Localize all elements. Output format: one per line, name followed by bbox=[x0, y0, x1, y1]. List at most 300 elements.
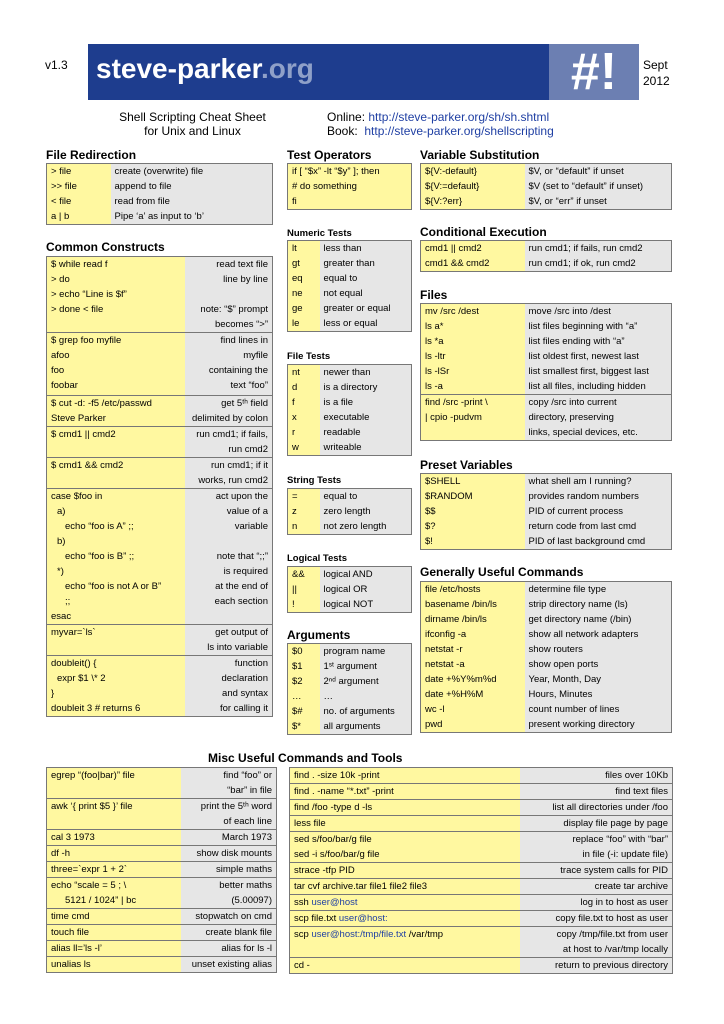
description-cell: greater or equal bbox=[320, 301, 412, 316]
command-cell: less file bbox=[290, 816, 520, 832]
table-row bbox=[288, 582, 412, 597]
description-cell: display file page by page bbox=[520, 816, 673, 832]
file-tests-table bbox=[287, 364, 412, 456]
description-cell bbox=[185, 287, 273, 302]
command-cell: case $foo in bbox=[47, 489, 185, 505]
command-cell: eq bbox=[288, 271, 320, 286]
command-cell: fi bbox=[288, 194, 412, 210]
description-cell: what shell am I running? bbox=[525, 474, 672, 490]
command-cell: $ cut -d: -f5 /etc/passwd bbox=[47, 396, 185, 412]
description-cell: function bbox=[185, 656, 273, 672]
command-cell: three=`expr 1 + 2` bbox=[47, 862, 181, 878]
table-row bbox=[288, 286, 412, 301]
command-cell: nt bbox=[288, 365, 320, 381]
command-cell bbox=[47, 783, 181, 799]
command-cell: ifconfig -a bbox=[421, 627, 525, 642]
table-row bbox=[47, 783, 277, 799]
table-row bbox=[288, 194, 412, 210]
command-cell: echo “foo is not A or B” bbox=[47, 579, 185, 594]
command-cell: $* bbox=[288, 719, 320, 735]
table-row bbox=[421, 319, 672, 334]
command-cell: f bbox=[288, 395, 320, 410]
command-cell: ls -ltr bbox=[421, 349, 525, 364]
table-row bbox=[290, 927, 673, 943]
command-cell: $ cmd1 && cmd2 bbox=[47, 458, 185, 474]
table-row bbox=[47, 925, 277, 941]
description-cell: PID of current process bbox=[525, 504, 672, 519]
command-cell: doubleit() { bbox=[47, 656, 185, 672]
command-cell: $! bbox=[421, 534, 525, 550]
table-row bbox=[47, 473, 273, 489]
command-cell: d bbox=[288, 380, 320, 395]
table-row bbox=[421, 534, 672, 550]
command-cell: wc -l bbox=[421, 702, 525, 717]
command-cell: $RANDOM bbox=[421, 489, 525, 504]
table-row bbox=[47, 209, 273, 225]
command-cell: w bbox=[288, 440, 320, 456]
description-cell: logical NOT bbox=[320, 597, 412, 613]
table-row bbox=[47, 317, 273, 333]
table-row bbox=[421, 304, 672, 320]
table-row bbox=[47, 594, 273, 609]
section-title: Variable Substitution bbox=[420, 148, 540, 162]
command-cell: tar cvf archive.tar file1 file2 file3 bbox=[290, 879, 520, 895]
command-cell: cmd1 || cmd2 bbox=[421, 241, 525, 257]
description-cell: Pipe ‘a’ as input to ‘b’ bbox=[111, 209, 273, 225]
table-row bbox=[421, 489, 672, 504]
section-title: Common Constructs bbox=[46, 240, 165, 254]
table-row bbox=[421, 241, 672, 257]
table-row bbox=[288, 271, 412, 286]
table-row bbox=[47, 957, 277, 973]
command-cell bbox=[47, 640, 185, 656]
brand-logo: steve-parker.org bbox=[96, 53, 314, 84]
table-row bbox=[47, 442, 273, 458]
book-link-line: Book: http://steve-parker.org/shellscripting bbox=[327, 124, 554, 138]
table-row bbox=[290, 768, 673, 784]
table-row bbox=[421, 597, 672, 612]
command-cell: ${V:=default} bbox=[421, 179, 525, 194]
command-cell: netstat -a bbox=[421, 657, 525, 672]
description-cell: less than bbox=[320, 241, 412, 257]
description-cell: each section bbox=[185, 594, 273, 609]
description-cell: count number of lines bbox=[525, 702, 672, 717]
section-title: Arguments bbox=[287, 628, 351, 642]
command-cell: r bbox=[288, 425, 320, 440]
command-cell: ls a* bbox=[421, 319, 525, 334]
command-cell: x bbox=[288, 410, 320, 425]
description-cell: in file (-i: update file) bbox=[520, 847, 673, 863]
table-row bbox=[290, 832, 673, 848]
online-link-line: Online: http://steve-parker.org/sh/sh.shtml bbox=[327, 110, 550, 124]
table-row bbox=[421, 702, 672, 717]
description-cell: variable bbox=[185, 519, 273, 534]
table-row bbox=[290, 879, 673, 895]
description-cell: append to file bbox=[111, 179, 273, 194]
table-row bbox=[288, 504, 412, 519]
description-cell: show disk mounts bbox=[181, 846, 277, 862]
table-row bbox=[288, 425, 412, 440]
section-title: String Tests bbox=[287, 475, 342, 486]
command-cell: esac bbox=[47, 609, 185, 625]
command-cell: > echo “Line is $f” bbox=[47, 287, 185, 302]
table-row bbox=[288, 567, 412, 583]
description-cell: show open ports bbox=[525, 657, 672, 672]
section-title: Files bbox=[420, 288, 448, 302]
command-cell: >> file bbox=[47, 179, 111, 194]
command-cell: 5121 / 1024” | bc bbox=[47, 893, 181, 909]
description-cell: alias for ls -l bbox=[181, 941, 277, 957]
command-cell: ls -a bbox=[421, 379, 525, 395]
table-row bbox=[421, 349, 672, 364]
description-cell: $V (set to “default” if unset) bbox=[525, 179, 672, 194]
command-cell: ${V:-default} bbox=[421, 164, 525, 180]
description-cell: unset existing alias bbox=[181, 957, 277, 973]
description-cell: PID of last background cmd bbox=[525, 534, 672, 550]
description-cell: (5.00097) bbox=[181, 893, 277, 909]
command-cell: date +%Y%m%d bbox=[421, 672, 525, 687]
table-row bbox=[47, 814, 277, 830]
table-row bbox=[47, 534, 273, 549]
command-cell: … bbox=[288, 689, 320, 704]
description-cell: return code from last cmd bbox=[525, 519, 672, 534]
description-cell: run cmd2 bbox=[185, 442, 273, 458]
command-cell: cal 3 1973 bbox=[47, 830, 181, 846]
table-row bbox=[421, 179, 672, 194]
table-row bbox=[421, 504, 672, 519]
section-title: Preset Variables bbox=[420, 458, 513, 472]
table-row bbox=[288, 301, 412, 316]
description-cell: zero length bbox=[320, 504, 412, 519]
description-cell: files over 10Kb bbox=[520, 768, 673, 784]
table-row bbox=[421, 334, 672, 349]
table-row bbox=[288, 689, 412, 704]
table-row bbox=[47, 489, 273, 505]
command-cell: | cpio -pudvm bbox=[421, 410, 525, 425]
description-cell: return to previous directory bbox=[520, 958, 673, 974]
command-cell: scp user@host:/tmp/file.txt /var/tmp bbox=[290, 927, 520, 943]
table-row bbox=[288, 440, 412, 456]
table-row bbox=[288, 179, 412, 194]
section-title: Logical Tests bbox=[287, 553, 348, 564]
command-cell: gt bbox=[288, 256, 320, 271]
table-row bbox=[47, 287, 273, 302]
command-cell: find /src -print \ bbox=[421, 395, 525, 411]
command-cell: time cmd bbox=[47, 909, 181, 925]
description-cell: Year, Month, Day bbox=[525, 672, 672, 687]
table-row bbox=[288, 410, 412, 425]
table-row bbox=[47, 625, 273, 641]
table-row bbox=[47, 564, 273, 579]
command-cell: if [ “$x” -lt “$y” ]; then bbox=[288, 164, 412, 180]
book-link[interactable]: http://steve-parker.org/shellscripting bbox=[364, 124, 554, 138]
string-tests-table bbox=[287, 488, 412, 535]
command-cell: foobar bbox=[47, 378, 185, 393]
description-cell: line by line bbox=[185, 272, 273, 287]
table-row bbox=[290, 958, 673, 974]
description-cell: value of a bbox=[185, 504, 273, 519]
command-cell: cmd1 && cmd2 bbox=[421, 256, 525, 272]
table-row bbox=[47, 656, 273, 672]
table-row bbox=[47, 427, 273, 443]
table-row bbox=[288, 365, 412, 381]
table-row bbox=[47, 701, 273, 717]
description-cell: move /src into /dest bbox=[525, 304, 672, 320]
section-title: Test Operators bbox=[287, 148, 372, 162]
command-cell: echo “foo is B” ;; bbox=[47, 549, 185, 564]
command-cell: z bbox=[288, 504, 320, 519]
test-operators-table bbox=[287, 163, 412, 210]
command-cell: Steve Parker bbox=[47, 411, 185, 427]
table-row bbox=[288, 704, 412, 719]
description-cell: run cmd1; if fails, run cmd2 bbox=[525, 241, 672, 257]
table-row bbox=[47, 396, 273, 412]
command-cell: echo “foo is A” ;; bbox=[47, 519, 185, 534]
description-cell: no. of arguments bbox=[320, 704, 412, 719]
table-row bbox=[288, 380, 412, 395]
command-cell: } bbox=[47, 686, 185, 701]
table-row bbox=[47, 194, 273, 209]
description-cell: writeable bbox=[320, 440, 412, 456]
description-cell: find text files bbox=[520, 784, 673, 800]
table-row bbox=[421, 672, 672, 687]
command-cell: sed s/foo/bar/g file bbox=[290, 832, 520, 848]
command-cell: unalias ls bbox=[47, 957, 181, 973]
command-cell: || bbox=[288, 582, 320, 597]
table-row bbox=[47, 579, 273, 594]
description-cell: readable bbox=[320, 425, 412, 440]
description-cell: note that “;;” bbox=[185, 549, 273, 564]
description-cell: copy file.txt to host as user bbox=[520, 911, 673, 927]
command-cell: touch file bbox=[47, 925, 181, 941]
description-cell: works, run cmd2 bbox=[185, 473, 273, 489]
table-row bbox=[47, 411, 273, 427]
command-cell: ls -lSr bbox=[421, 364, 525, 379]
arguments-table bbox=[287, 643, 412, 735]
command-cell: $ cmd1 || cmd2 bbox=[47, 427, 185, 443]
table-row bbox=[288, 395, 412, 410]
command-cell: ! bbox=[288, 597, 320, 613]
preset-variables-table bbox=[420, 473, 672, 550]
command-cell: ssh user@host bbox=[290, 895, 520, 911]
command-cell: ne bbox=[288, 286, 320, 301]
command-cell: $# bbox=[288, 704, 320, 719]
table-row bbox=[288, 316, 412, 332]
table-row bbox=[290, 784, 673, 800]
table-row bbox=[290, 800, 673, 816]
description-cell: not zero length bbox=[320, 519, 412, 535]
description-cell: run cmd1; if fails, bbox=[185, 427, 273, 443]
description-cell: program name bbox=[320, 644, 412, 660]
section-title: File Tests bbox=[287, 351, 331, 362]
table-row bbox=[421, 256, 672, 272]
description-cell: for calling it bbox=[185, 701, 273, 717]
command-cell: foo bbox=[47, 363, 185, 378]
description-cell: all arguments bbox=[320, 719, 412, 735]
description-cell: executable bbox=[320, 410, 412, 425]
table-row bbox=[47, 909, 277, 925]
table-row bbox=[288, 164, 412, 180]
description-cell: logical AND bbox=[320, 567, 412, 583]
table-row bbox=[288, 644, 412, 660]
table-row bbox=[290, 942, 673, 958]
online-link[interactable]: http://steve-parker.org/sh/sh.shtml bbox=[368, 110, 550, 124]
description-cell: run cmd1; if it bbox=[185, 458, 273, 474]
table-row bbox=[47, 609, 273, 625]
table-row bbox=[421, 627, 672, 642]
description-cell: find lines in bbox=[185, 333, 273, 349]
section-title: File Redirection bbox=[46, 148, 137, 162]
file-redirection-table bbox=[46, 163, 273, 225]
description-cell: links, special devices, etc. bbox=[525, 425, 672, 441]
description-cell: containing the bbox=[185, 363, 273, 378]
section-title: Numeric Tests bbox=[287, 228, 352, 239]
description-cell: log in to host as user bbox=[520, 895, 673, 911]
table-row bbox=[290, 911, 673, 927]
description-cell: at host to /var/tmp locally bbox=[520, 942, 673, 958]
description-cell: list all directories under /foo bbox=[520, 800, 673, 816]
table-row bbox=[47, 333, 273, 349]
command-cell: > do bbox=[47, 272, 185, 287]
table-row bbox=[421, 395, 672, 411]
description-cell: strip directory name (ls) bbox=[525, 597, 672, 612]
misc-left-table bbox=[46, 767, 277, 973]
table-row bbox=[421, 410, 672, 425]
description-cell: copy /tmp/file.txt from user bbox=[520, 927, 673, 943]
table-row bbox=[47, 164, 273, 180]
table-row bbox=[421, 379, 672, 395]
table-row bbox=[290, 816, 673, 832]
table-row bbox=[288, 719, 412, 735]
table-row bbox=[288, 241, 412, 257]
table-row bbox=[421, 687, 672, 702]
command-cell: mv /src /dest bbox=[421, 304, 525, 320]
description-cell: act upon the bbox=[185, 489, 273, 505]
table-row bbox=[421, 582, 672, 598]
command-cell: n bbox=[288, 519, 320, 535]
description-cell: print the 5ᵗʰ word bbox=[181, 799, 277, 815]
command-cell: $ grep foo myfile bbox=[47, 333, 185, 349]
description-cell: simple maths bbox=[181, 862, 277, 878]
command-cell: scp file.txt user@host: bbox=[290, 911, 520, 927]
command-cell: > file bbox=[47, 164, 111, 180]
command-cell: awk ‘{ print $5 }’ file bbox=[47, 799, 181, 815]
description-cell: stopwatch on cmd bbox=[181, 909, 277, 925]
command-cell: $? bbox=[421, 519, 525, 534]
table-row bbox=[288, 519, 412, 535]
description-cell: get directory name (/bin) bbox=[525, 612, 672, 627]
description-cell: $V, or “err” if unset bbox=[525, 194, 672, 210]
table-row bbox=[290, 863, 673, 879]
command-cell: date +%H%M bbox=[421, 687, 525, 702]
table-row bbox=[290, 895, 673, 911]
generally-useful-table bbox=[420, 581, 672, 733]
command-cell: lt bbox=[288, 241, 320, 257]
description-cell: $V, or “default” if unset bbox=[525, 164, 672, 180]
command-cell: $ while read f bbox=[47, 257, 185, 273]
table-row bbox=[47, 272, 273, 287]
version-label: v1.3 bbox=[45, 58, 68, 72]
table-row bbox=[47, 862, 277, 878]
table-row bbox=[421, 519, 672, 534]
misc-right-table bbox=[289, 767, 673, 974]
description-cell: show routers bbox=[525, 642, 672, 657]
command-cell: cd - bbox=[290, 958, 520, 974]
table-row bbox=[47, 830, 277, 846]
table-row bbox=[47, 549, 273, 564]
table-row bbox=[421, 657, 672, 672]
command-cell bbox=[47, 317, 185, 333]
logical-tests-table bbox=[287, 566, 412, 613]
description-cell: myfile bbox=[185, 348, 273, 363]
description-cell: replace “foo” with “bar” bbox=[520, 832, 673, 848]
description-cell bbox=[185, 609, 273, 625]
command-cell: find /foo -type d -ls bbox=[290, 800, 520, 816]
description-cell: present working directory bbox=[525, 717, 672, 733]
description-cell: declaration bbox=[185, 671, 273, 686]
command-cell: b) bbox=[47, 534, 185, 549]
description-cell: is required bbox=[185, 564, 273, 579]
table-row bbox=[288, 674, 412, 689]
command-cell: ls *a bbox=[421, 334, 525, 349]
command-cell: pwd bbox=[421, 717, 525, 733]
table-row bbox=[288, 256, 412, 271]
table-row bbox=[47, 686, 273, 701]
description-cell: equal to bbox=[320, 489, 412, 505]
description-cell: trace system calls for PID bbox=[520, 863, 673, 879]
table-row bbox=[47, 941, 277, 957]
description-cell: read text file bbox=[185, 257, 273, 273]
table-row bbox=[421, 364, 672, 379]
table-row bbox=[47, 846, 277, 862]
description-cell: is a file bbox=[320, 395, 412, 410]
date-label: Sept 2012 bbox=[643, 58, 670, 88]
table-row bbox=[421, 425, 672, 441]
command-cell: find . -name “*.txt” -print bbox=[290, 784, 520, 800]
description-cell bbox=[185, 534, 273, 549]
command-cell: ${V:?err} bbox=[421, 194, 525, 210]
table-row bbox=[47, 302, 273, 317]
command-cell bbox=[47, 473, 185, 489]
description-cell: directory, preserving bbox=[525, 410, 672, 425]
description-cell: find “foo” or bbox=[181, 768, 277, 784]
description-cell: 2ⁿᵈ argument bbox=[320, 674, 412, 689]
table-row bbox=[47, 519, 273, 534]
command-cell bbox=[290, 942, 520, 958]
command-cell: = bbox=[288, 489, 320, 505]
description-cell: Hours, Minutes bbox=[525, 687, 672, 702]
command-cell: $2 bbox=[288, 674, 320, 689]
table-row bbox=[47, 640, 273, 656]
section-title: Misc Useful Commands and Tools bbox=[208, 751, 403, 765]
description-cell: 1ˢᵗ argument bbox=[320, 659, 412, 674]
description-cell: list files ending with “a” bbox=[525, 334, 672, 349]
table-row bbox=[47, 363, 273, 378]
description-cell: list files beginning with “a” bbox=[525, 319, 672, 334]
table-row bbox=[47, 378, 273, 393]
section-title: Conditional Execution bbox=[420, 225, 547, 239]
description-cell: determine file type bbox=[525, 582, 672, 598]
command-cell: a | b bbox=[47, 209, 111, 225]
command-cell: alias ll=’ls -l’ bbox=[47, 941, 181, 957]
description-cell: and syntax bbox=[185, 686, 273, 701]
common-constructs-table bbox=[46, 256, 273, 717]
description-cell: create tar archive bbox=[520, 879, 673, 895]
description-cell: list oldest first, newest last bbox=[525, 349, 672, 364]
description-cell: greater than bbox=[320, 256, 412, 271]
table-row bbox=[421, 717, 672, 733]
command-cell: egrep “(foo|bar)” file bbox=[47, 768, 181, 784]
